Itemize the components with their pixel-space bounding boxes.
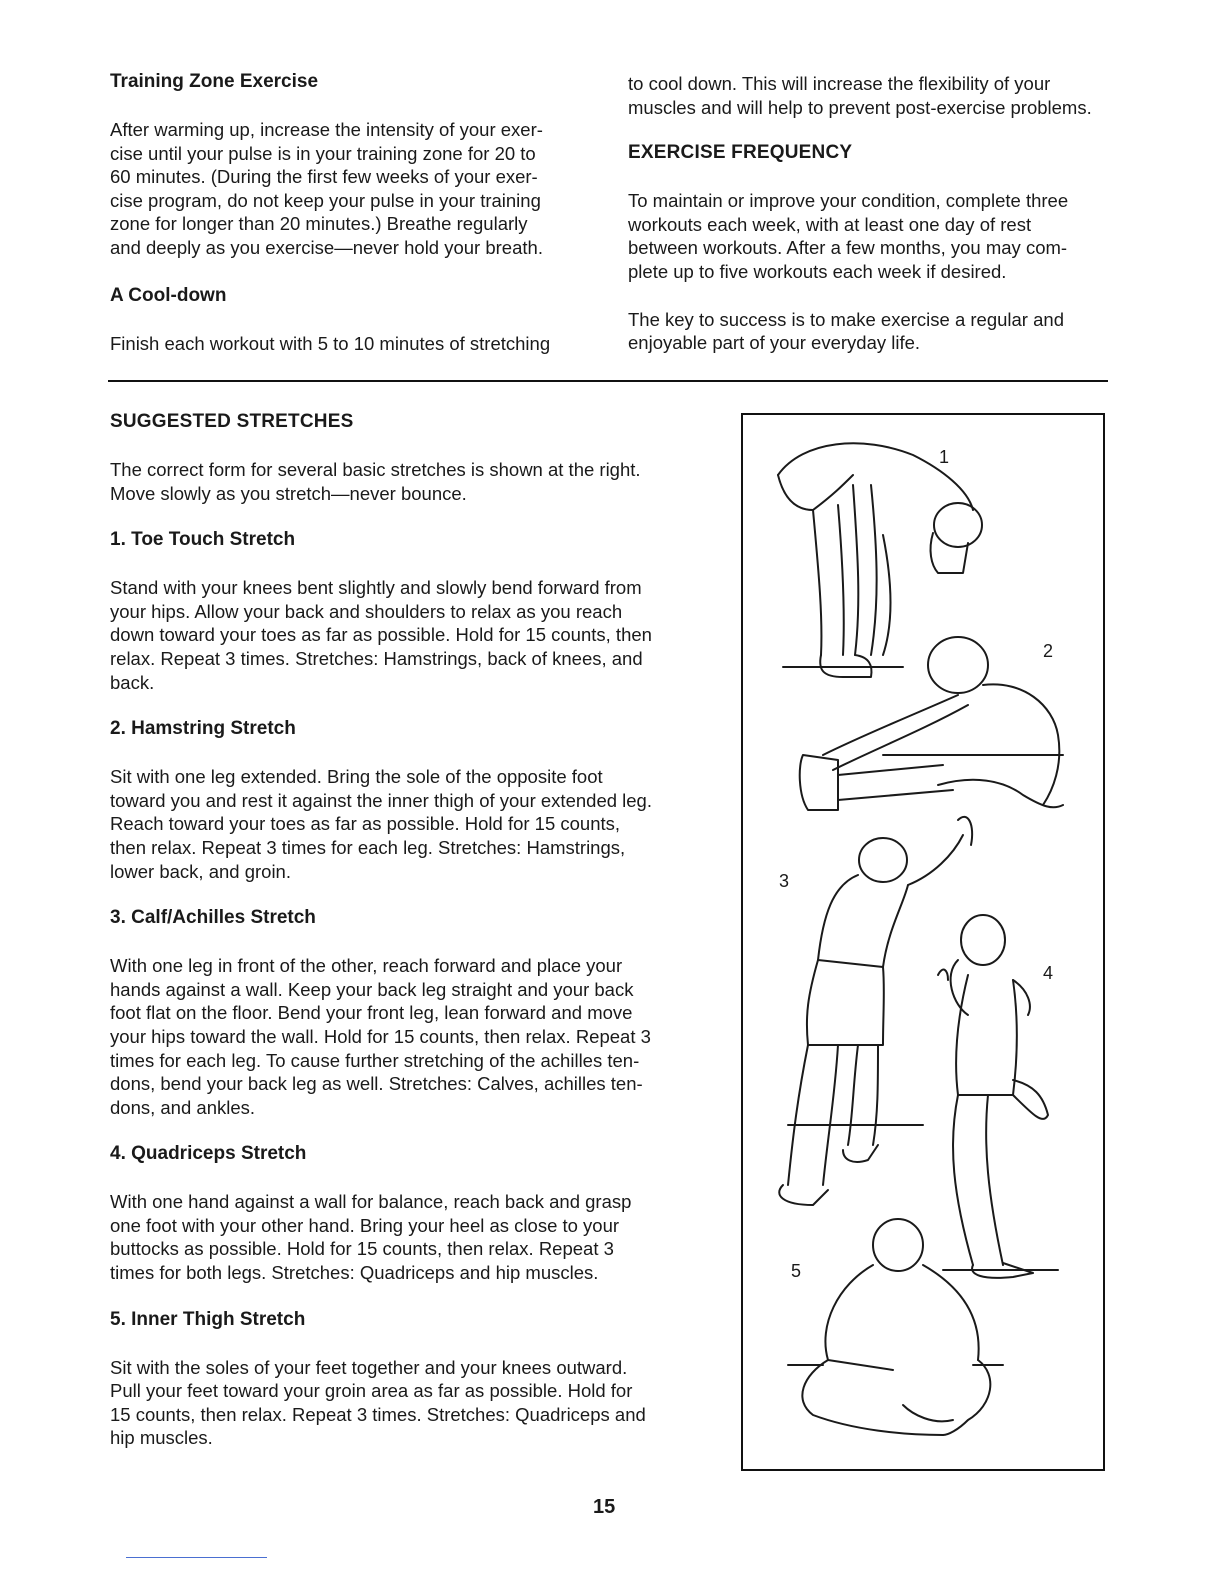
stretch-body-1: Stand with your knees bent slightly and slowly bend forward from your hips. Allow your back and shoulders to relax as you reach down toward your toes as far as possible. Hold for 15 counts, then relax. Repeat 3 times. Stretches: Hamstrings, back of knees, and back. <box>110 577 652 693</box>
hamstring-stretch-figure <box>800 637 1063 810</box>
footer-line <box>126 1557 267 1558</box>
calf-achilles-stretch-figure <box>779 817 972 1205</box>
inner-thigh-stretch-figure <box>788 1219 1003 1435</box>
stretch-body-3: With one leg in front of the other, reach forward and place your hands against a wall. Keep your back leg straight and your back foot flat on the floor. Bend your front leg, lean forward and move your hips toward the wall. Hold for 15 counts, then relax. Repeat 3 times for each leg. To cause further stretching of the achilles ten- dons, bend your back leg as well. Stretches: Calves, achilles ten- dons, and ankles. <box>110 955 651 1118</box>
top-right-column <box>628 72 1128 355</box>
stretches-intro: The correct form for several basic stretches is shown at the right. Move slowly as you stretch—never bounce. <box>110 459 641 504</box>
section-divider <box>108 380 1108 382</box>
cooldown-continued: to cool down. This will increase the flexibility of your muscles and will help to prevent post-exercise problems. <box>628 73 1092 118</box>
exercise-frequency-heading: EXERCISE FREQUENCY <box>628 142 853 164</box>
stretch-body-2: Sit with one leg extended. Bring the sole of the opposite foot toward you and rest it against the inner thigh of your extended leg. Reach toward your toes as far as possible. Hold for 15 counts, then relax. Repeat 3 times for each leg. Stretches: Hamstrings, lower back, and groin. <box>110 766 652 882</box>
exercise-frequency-body: To maintain or improve your condition, complete three workouts each week, with at least one day of rest between workouts. After a few months, you may com- plete up to five workouts each week if desired. <box>628 190 1069 282</box>
cooldown-body: Finish each workout with 5 to 10 minutes of stretching <box>110 332 551 354</box>
training-zone-body: After warming up, increase the intensity of your exer- cise until your pulse is in your training zone for 20 to 60 minutes. (During the first few weeks of your exer- cise program, do not keep your pulse in your training zone for longer than 20 minutes.) Breathe regularly and deeply as you exercise—never hold your breath. <box>110 119 543 258</box>
stretch-title-1: 1. Toe Touch Stretch <box>110 529 296 551</box>
stretch-body-5: Sit with the soles of your feet together and your knees outward. Pull your feet toward your groin area as far as possible. Hold for 15 counts, then relax. Repeat 3 times. Stretches: Quadriceps and hip muscles. <box>110 1356 646 1449</box>
quadriceps-stretch-figure <box>938 915 1058 1278</box>
top-left-column <box>110 70 600 355</box>
exercise-frequency-closing: The key to success is to make exercise a regular and enjoyable part of your everyday life. <box>628 308 1064 354</box>
stretch-title-3: 3. Calf/Achilles Stretch <box>110 907 316 929</box>
suggested-stretches-heading: SUGGESTED STRETCHES <box>110 411 354 432</box>
toe-touch-figure <box>778 443 982 677</box>
figure-label-5: 5 <box>791 1261 802 1281</box>
figure-label-2: 2 <box>1043 641 1054 661</box>
figure-label-1: 1 <box>939 447 950 467</box>
stretch-title-2: 2. Hamstring Stretch <box>110 718 296 740</box>
training-zone-heading: Training Zone Exercise <box>110 71 319 92</box>
stretches-illustration <box>743 415 1103 1469</box>
stretch-title-4: 4. Quadriceps Stretch <box>110 1143 307 1165</box>
page-number: 15 <box>593 1496 616 1518</box>
stretches-illustration-box <box>741 413 1105 1471</box>
stretch-body-4: With one hand against a wall for balance, reach back and grasp one foot with your other hand. Bring your heel as close to your buttocks as possible. Hold for 15 counts, then relax. Repeat 3 times for both legs. Stretches: Quadriceps and hip muscles. <box>110 1191 632 1284</box>
stretch-title-5: 5. Inner Thigh Stretch <box>110 1308 306 1330</box>
figure-label-3: 3 <box>779 871 790 891</box>
figure-label-4: 4 <box>1043 963 1054 983</box>
cooldown-heading: A Cool-down <box>110 284 227 306</box>
stretches-column <box>110 410 720 1450</box>
